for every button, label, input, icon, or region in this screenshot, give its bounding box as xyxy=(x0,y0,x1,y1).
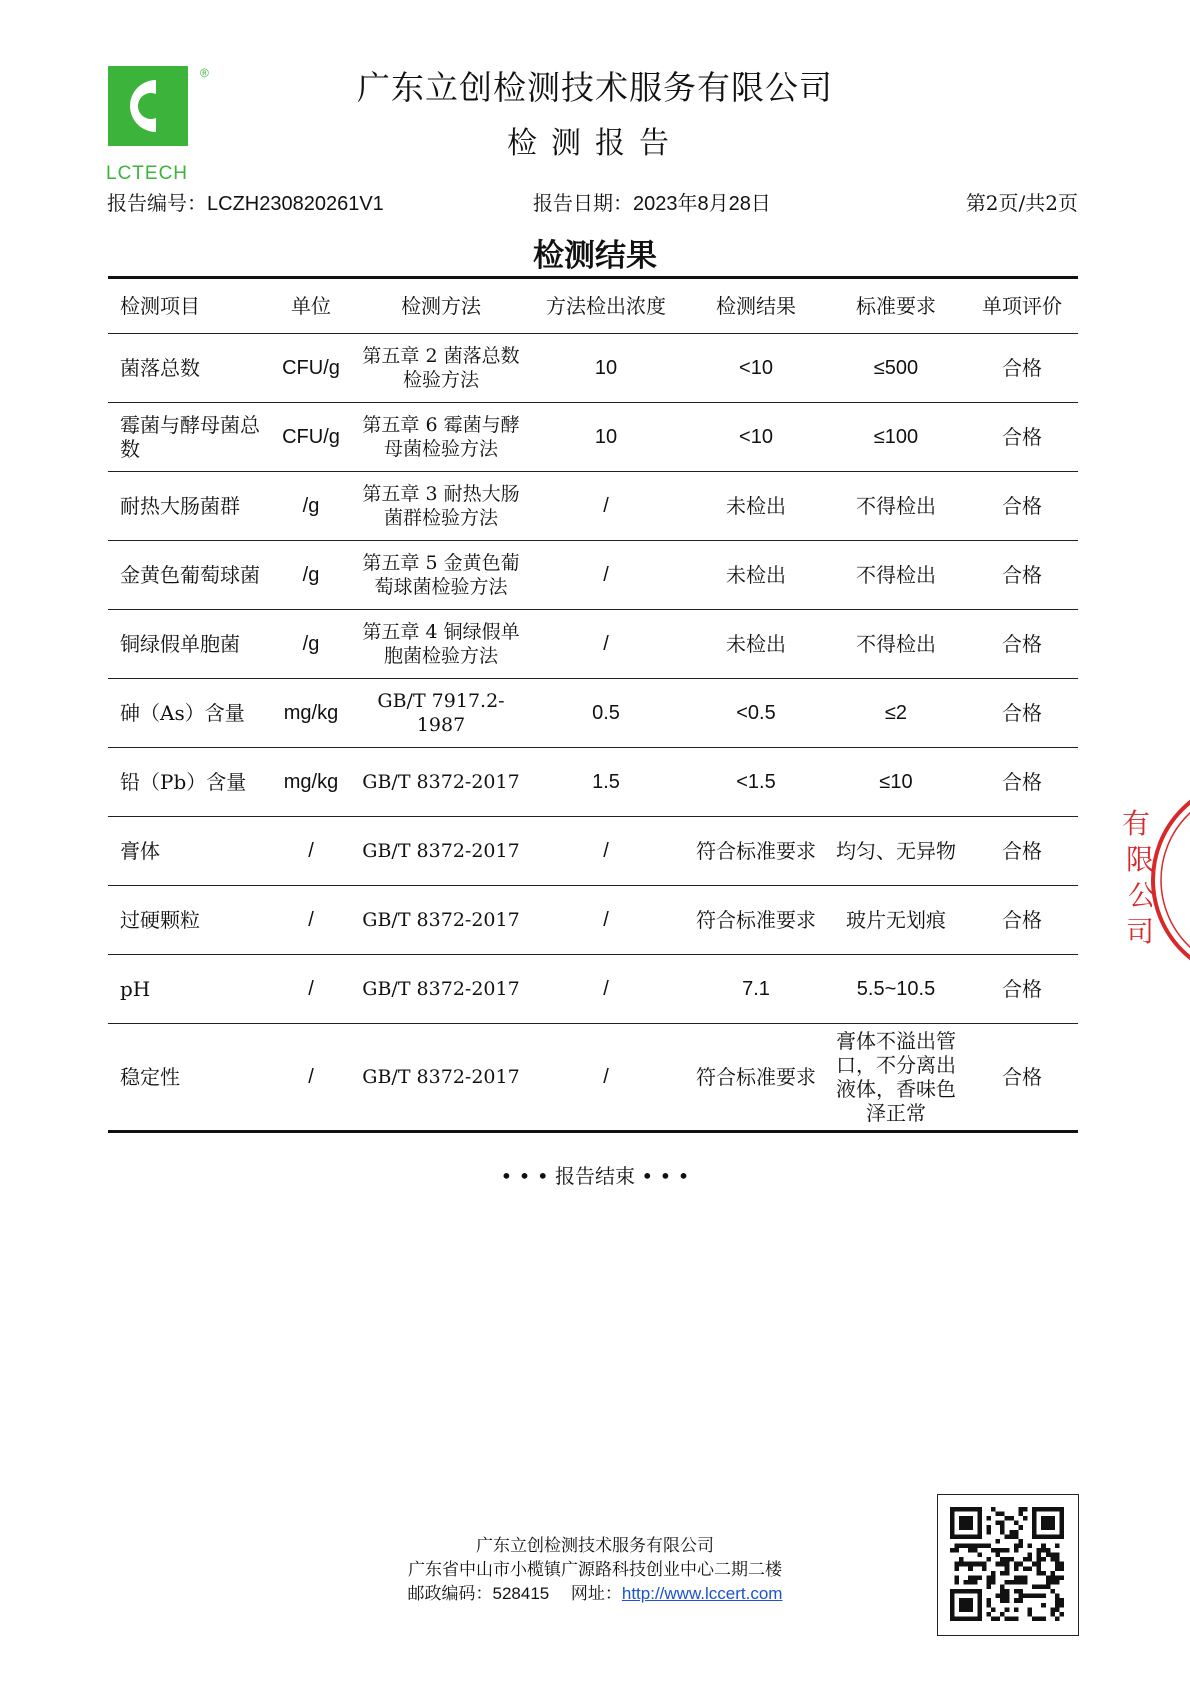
cell-limit: 1.5 xyxy=(526,748,686,817)
cell-item: 耐热大肠菌群 xyxy=(108,472,266,541)
table-row xyxy=(108,748,1078,817)
page-info: 第2页/共2页 xyxy=(965,191,1078,215)
table-row xyxy=(108,610,1078,679)
col-header-item: 检测项目 xyxy=(108,278,266,334)
table-row xyxy=(108,403,1078,472)
cell-result: 符合标准要求 xyxy=(686,1024,826,1132)
col-header-method: 检测方法 xyxy=(356,278,526,334)
cell-standard: ≤2 xyxy=(826,679,966,748)
cell-method: GB/T 8372-2017 xyxy=(356,748,526,817)
cell-result: 符合标准要求 xyxy=(686,817,826,886)
cell-limit: / xyxy=(526,541,686,610)
registered-mark: ® xyxy=(200,66,209,80)
cell-item: pH xyxy=(108,955,266,1024)
cell-result: <0.5 xyxy=(686,679,826,748)
report-date xyxy=(533,187,771,216)
cell-item: 膏体 xyxy=(108,817,266,886)
cell-eval: 合格 xyxy=(966,472,1078,541)
cell-limit: / xyxy=(526,955,686,1024)
cell-limit: / xyxy=(526,817,686,886)
cell-item: 稳定性 xyxy=(108,1024,266,1132)
cell-method: 第五章 2 菌落总数检验方法 xyxy=(356,334,526,403)
cell-eval: 合格 xyxy=(966,955,1078,1024)
cell-standard: 5.5~10.5 xyxy=(826,955,966,1024)
cell-result: <1.5 xyxy=(686,748,826,817)
results-table xyxy=(108,276,1078,1133)
cell-standard: 不得检出 xyxy=(826,472,966,541)
table-row xyxy=(108,886,1078,955)
cell-limit: / xyxy=(526,472,686,541)
cell-limit: 10 xyxy=(526,334,686,403)
col-header-limit: 方法检出浓度 xyxy=(526,278,686,334)
cell-unit: / xyxy=(266,886,356,955)
cell-eval: 合格 xyxy=(966,679,1078,748)
table-row xyxy=(108,472,1078,541)
company-seal-stamp xyxy=(1118,775,1190,985)
cell-unit: / xyxy=(266,1024,356,1132)
table-header-row xyxy=(108,278,1078,334)
report-date-label: 报告日期： xyxy=(533,191,633,215)
table-row xyxy=(108,334,1078,403)
report-number-label: 报告编号： xyxy=(107,191,207,215)
cell-item: 金黄色葡萄球菌 xyxy=(108,541,266,610)
cell-standard: 玻片无划痕 xyxy=(826,886,966,955)
company-name: 广东立创检测技术服务有限公司 xyxy=(357,68,833,107)
cell-item: 铜绿假单胞菌 xyxy=(108,610,266,679)
cell-method: GB/T 8372-2017 xyxy=(356,817,526,886)
website-link[interactable]: http://www.lccert.com xyxy=(621,1584,783,1603)
cell-standard: 不得检出 xyxy=(826,610,966,679)
cell-unit: mg/kg xyxy=(266,679,356,748)
cell-eval: 合格 xyxy=(966,610,1078,679)
col-header-result: 检测结果 xyxy=(686,278,826,334)
table-row xyxy=(108,955,1078,1024)
cell-standard: ≤100 xyxy=(826,403,966,472)
cell-item: 砷（As）含量 xyxy=(108,679,266,748)
cell-unit: /g xyxy=(266,610,356,679)
cell-eval: 合格 xyxy=(966,748,1078,817)
cell-item: 过硬颗粒 xyxy=(108,886,266,955)
cell-item: 铅（Pb）含量 xyxy=(108,748,266,817)
qr-code xyxy=(950,1507,1064,1621)
cell-limit: 10 xyxy=(526,403,686,472)
cell-item: 菌落总数 xyxy=(108,334,266,403)
cell-unit: / xyxy=(266,955,356,1024)
web-label: 网址： xyxy=(570,1584,622,1604)
cell-eval: 合格 xyxy=(966,334,1078,403)
col-header-eval: 单项评价 xyxy=(966,278,1078,334)
table-body xyxy=(108,334,1078,1132)
table-row xyxy=(108,679,1078,748)
cell-standard: 膏体不溢出管口，不分离出液体，香味色泽正常 xyxy=(826,1024,966,1132)
cell-item: 霉菌与酵母菌总数 xyxy=(108,403,266,472)
table-row xyxy=(108,817,1078,886)
cell-unit: mg/kg xyxy=(266,748,356,817)
results-title: 检测结果 xyxy=(533,238,657,274)
report-subtitle: 检测报告 xyxy=(507,126,683,161)
cell-standard: 不得检出 xyxy=(826,541,966,610)
footer-company: 广东立创检测技术服务有限公司 xyxy=(476,1536,714,1556)
report-end-note: • • • 报告结束 • • • xyxy=(500,1164,690,1188)
postcode-label: 邮政编码： xyxy=(407,1584,493,1604)
postcode-value: 528415 xyxy=(492,1584,550,1603)
svg-text:有限公司: 有限公司 xyxy=(1122,807,1157,948)
cell-standard: ≤10 xyxy=(826,748,966,817)
cell-unit: CFU/g xyxy=(266,403,356,472)
cell-unit: /g xyxy=(266,472,356,541)
cell-unit: / xyxy=(266,817,356,886)
cell-eval: 合格 xyxy=(966,817,1078,886)
cell-result: 未检出 xyxy=(686,472,826,541)
cell-method: GB/T 8372-2017 xyxy=(356,1024,526,1132)
cell-result: 未检出 xyxy=(686,610,826,679)
cell-limit: / xyxy=(526,886,686,955)
footer xyxy=(360,1534,830,1606)
cell-eval: 合格 xyxy=(966,886,1078,955)
table-row xyxy=(108,541,1078,610)
cell-standard: ≤500 xyxy=(826,334,966,403)
col-header-standard: 标准要求 xyxy=(826,278,966,334)
cell-unit: CFU/g xyxy=(266,334,356,403)
cell-limit: / xyxy=(526,1024,686,1132)
cell-method: 第五章 5 金黄色葡萄球菌检验方法 xyxy=(356,541,526,610)
logo-text: LCTECH xyxy=(106,163,189,184)
cell-unit: /g xyxy=(266,541,356,610)
cell-standard: 均匀、无异物 xyxy=(826,817,966,886)
report-date-value: 2023年8月28日 xyxy=(633,193,771,215)
cell-result: 7.1 xyxy=(686,955,826,1024)
cell-result: <10 xyxy=(686,334,826,403)
cell-method: GB/T 7917.2-1987 xyxy=(356,679,526,748)
cell-result: <10 xyxy=(686,403,826,472)
cell-limit: 0.5 xyxy=(526,679,686,748)
cell-eval: 合格 xyxy=(966,1024,1078,1132)
table-row xyxy=(108,1024,1078,1132)
cell-eval: 合格 xyxy=(966,541,1078,610)
cell-limit: / xyxy=(526,610,686,679)
cell-eval: 合格 xyxy=(966,403,1078,472)
report-number-value: LCZH230820261V1 xyxy=(207,193,384,215)
cell-method: GB/T 8372-2017 xyxy=(356,955,526,1024)
cell-method: 第五章 4 铜绿假单胞菌检验方法 xyxy=(356,610,526,679)
footer-contact xyxy=(360,1582,830,1606)
cell-method: 第五章 3 耐热大肠菌群检验方法 xyxy=(356,472,526,541)
footer-address: 广东省中山市小榄镇广源路科技创业中心二期二楼 xyxy=(408,1560,782,1580)
cell-result: 符合标准要求 xyxy=(686,886,826,955)
report-number xyxy=(107,187,384,216)
col-header-unit: 单位 xyxy=(266,278,356,334)
cell-method: 第五章 6 霉菌与酵母菌检验方法 xyxy=(356,403,526,472)
cell-result: 未检出 xyxy=(686,541,826,610)
cell-method: GB/T 8372-2017 xyxy=(356,886,526,955)
